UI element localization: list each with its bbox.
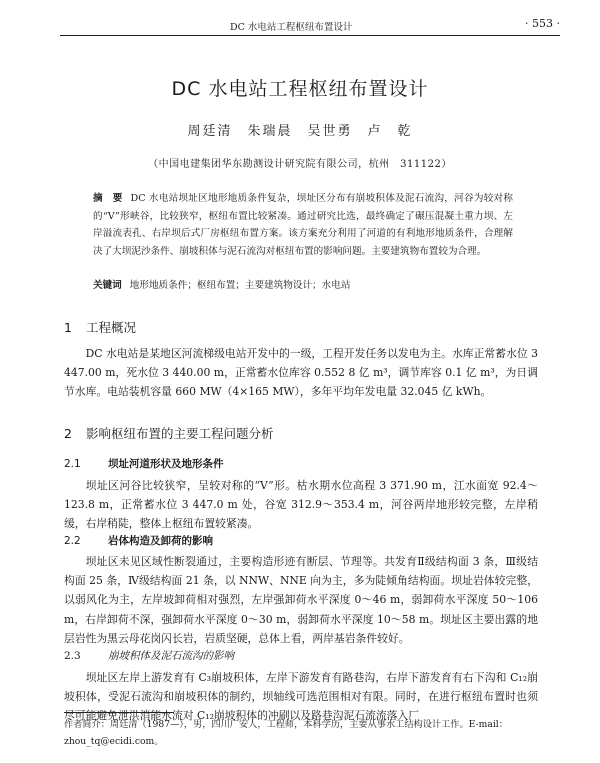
footnote-rule — [64, 712, 174, 713]
subsection-title: 坝址河道形状及地形条件 — [108, 458, 224, 470]
author-footnote: 作者简介：周廷清（1987—），男，四川广安人，工程师，本科学历，主要从事水工结构设计工作。E-mail：zhou_tq@ecidi.com。 — [64, 719, 508, 747]
affiliation: （中国电建集团华东勘测设计研究院有限公司，杭州 311122） — [148, 159, 452, 170]
subsection-heading-2-1 — [64, 456, 224, 471]
subsection-heading-2-3 — [64, 648, 234, 663]
subsection-number: 2.2 — [64, 535, 81, 547]
paragraph-2-3: 坝址区左岸上游发育有 C₃崩坡积体，左岸下游发育有路巷沟，右岸下游发育有右下沟和 C₁₂崩坡积体，受泥石流沟和崩坡积体的制约，坝轴线可选范围相对有限。同时，在进行枢纽布置时也须尽可能避免泄洪消能水流对 C₁₂崩坡积体的冲刷以及路巷沟泥石流流落入厂 — [64, 671, 538, 723]
running-head — [60, 17, 560, 33]
section-title: 影响枢纽布置的主要工程问题分析 — [86, 426, 274, 441]
abstract-label: 摘 要 — [93, 193, 123, 204]
paragraph-2-2: 坝址区未见区域性断裂通过，主要构造形迹有断层、节理等。共发育Ⅱ级结构面 3 条，Ⅲ级结构面 25 条，Ⅳ级结构面 21 条，以 NNW、NNE 向为主，多为陡倾角结构面。坝址岩体较完整，以弱风化为主，左岸坡卸荷相对强烈，左岸强卸荷水平深度 0～46 m，弱卸荷水平深度 50～106 m，右岸卸荷不深，强卸荷水平深度 0～30 m，弱卸荷水平深度 10～58 m。坝址区主要出露的地层岩性为黑云母花岗闪长岩，岩质坚硬，总体上看，两岸基岩条件较好。 — [64, 555, 538, 645]
paragraph-overview: DC 水电站是某地区河流梯级电站开发中的一级，工程开发任务以发电为主。水库正常蓄水位 3 447.00 m，死水位 3 440.00 m，正常蓄水位库容 0.552 8 亿 m³，调节库容 0.1 亿 m³，为日调节水库。电站装机容量 660 MW（4×165 MW），多年平均年发电量 32.045 亿 kWh。 — [64, 347, 538, 399]
subsection-number: 2.3 — [64, 650, 81, 662]
section-number: 2 — [64, 426, 72, 441]
page-number: · 553 · — [525, 17, 560, 30]
paper-title: DC 水电站工程枢纽布置设计 — [171, 78, 429, 100]
header-rule — [60, 35, 560, 36]
paragraph-2-1: 坝址区河谷比较狭窄，呈较对称的“V”形。枯水期水位高程 3 371.90 m，江水面宽 92.4～123.8 m，正常蓄水位 3 447.0 m 处，谷宽 312.9～353.4 m，河谷两岸地形较完整，左岸稍缓，右岸稍陡，整体上枢纽布置较紧凑。 — [64, 479, 538, 531]
abstract — [93, 190, 513, 260]
keywords — [93, 277, 513, 294]
section-heading-1 — [64, 318, 136, 336]
running-head-title: DC 水电站工程枢纽布置设计 — [230, 22, 353, 33]
keywords-label: 关键词 — [93, 280, 122, 291]
section-number: 1 — [64, 320, 72, 335]
author-list: 周廷清 朱瑞晨 吴世勇 卢 乾 — [187, 124, 413, 139]
section-heading-2 — [64, 424, 274, 442]
subsection-title: 岩体构造及卸荷的影响 — [108, 535, 213, 547]
abstract-text: DC 水电站坝址区地形地质条件复杂，坝址区分布有崩坡积体及泥石流沟，河谷为较对称的“V”形峡谷，比较狭窄，枢纽布置比较紧凑。通过研究比选，最终确定了碾压混凝土重力坝、左岸溢流表孔、右岸坝后式厂房枢纽布置方案。该方案充分利用了河道的有利地形地质条件，合理解决了大坝泥沙条件、崩坡积体与泥石流沟对枢纽布置的影响问题。主要建筑物布置较为合理。 — [93, 193, 513, 257]
subsection-heading-2-2 — [64, 533, 213, 548]
section-title: 工程概况 — [86, 320, 137, 335]
subsection-number: 2.1 — [64, 458, 81, 470]
subsection-title: 崩坡积体及泥石流沟的影响 — [108, 650, 234, 662]
keywords-text: 地形地质条件；枢纽布置；主要建筑物设计；水电站 — [129, 280, 351, 291]
